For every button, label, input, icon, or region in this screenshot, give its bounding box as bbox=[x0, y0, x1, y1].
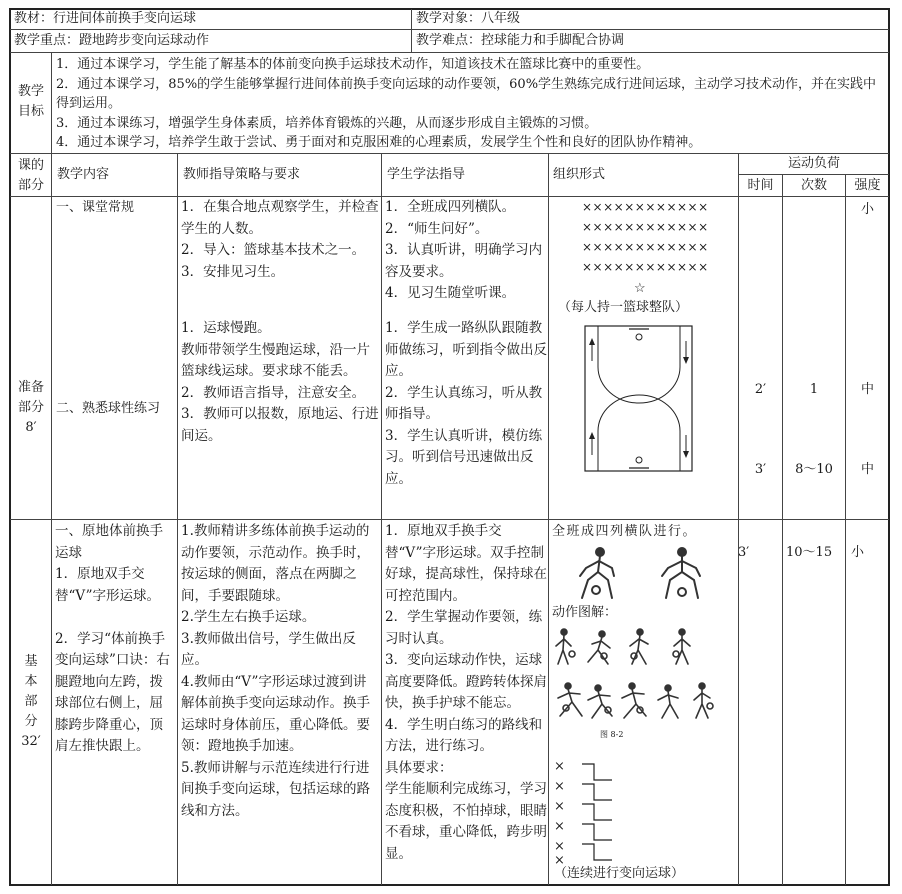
objectives-label-line: 目标 bbox=[17, 104, 44, 119]
action-illustration bbox=[552, 624, 718, 732]
teacher-star-icon: ☆ bbox=[634, 281, 646, 296]
figure-caption: 图 8-2 bbox=[600, 730, 624, 739]
row-divider bbox=[10, 52, 889, 53]
difficulty-value: 控球能力和手脚配合协调 bbox=[481, 33, 625, 48]
part-header bbox=[11, 156, 51, 196]
cross-icon: × bbox=[554, 779, 565, 794]
objective-item: 2．通过本课学习，85%的学生能够掌握行进间体前换手变向运球的动作要领，60%学生熟练完成行进间运球，主动学习技术动作，并在实践中得到运用。 bbox=[56, 76, 877, 111]
cross-icon: × bbox=[554, 759, 565, 774]
audience-cell bbox=[416, 10, 520, 29]
formation-row: ×××××××××××× bbox=[582, 240, 709, 254]
difficulty-label: 教学难点： bbox=[416, 33, 482, 48]
column-divider bbox=[548, 153, 549, 885]
key-point-label: 教学重点： bbox=[14, 33, 80, 48]
prep-part-line: 部分 bbox=[17, 400, 44, 415]
basic-part-line: 部 bbox=[24, 694, 38, 709]
prep-teacher-1: 1．在集合地点观察学生，并检查学生的人数。 2．导入：篮球基本技术之一。 3．安排见习生。 bbox=[181, 199, 379, 280]
objectives-list bbox=[56, 55, 888, 153]
key-point-cell bbox=[14, 32, 209, 51]
prep-intensity-3: 中 bbox=[860, 462, 874, 477]
prep-part-line: 8′ bbox=[25, 420, 37, 435]
organization-header: 组织形式 bbox=[553, 167, 606, 182]
prep-part-label bbox=[11, 378, 51, 438]
basic-part-label bbox=[11, 652, 51, 752]
time-header: 时间 bbox=[747, 178, 774, 193]
formation-row: ×××××××××××× bbox=[582, 260, 709, 274]
objective-item: 1．通过本课学习，学生能了解基本的体前变向换手运球技术动作，知道该技术在篮球比赛中的重要性。 bbox=[56, 57, 650, 72]
row-divider bbox=[10, 29, 889, 30]
prep-teacher-2: 1．运球慢跑。 教师带领学生慢跑运球，沿一片篮球线运球。要求球不能丢。 2．教师语言指导，注意安全。 3．教师可以报数，原地运、行进间运。 bbox=[181, 320, 379, 444]
prep-student-2: 1．学生成一路纵队跟随教师做练习，听到指令做出反应。 2．学生认真练习，听从教师指导。 3．学生认真听讲，模仿练习。听到信号迅速做出反应。 bbox=[385, 320, 547, 487]
route-note: （连续进行变向运球） bbox=[554, 866, 685, 881]
basic-content: 一、原地体前换手运球 1．原地双手交替“V”字形运球。 2．学习“体前换手变向运球”口诀：右腿蹬地向左跨，拨球部位右侧上，屈膝跨步降重心，顶肩左推快跟上。 bbox=[55, 523, 170, 754]
intensity-header: 强度 bbox=[854, 178, 881, 193]
prep-part-line: 准备 bbox=[17, 380, 44, 395]
zigzag-route-diagram bbox=[580, 760, 620, 864]
part-header-line: 课的 bbox=[17, 158, 44, 173]
basic-org-title: 全班成四列横队进行。 bbox=[552, 524, 698, 539]
material-label: 教材： bbox=[14, 11, 54, 26]
part-header-line: 部分 bbox=[17, 178, 44, 193]
load-header: 运动负荷 bbox=[787, 156, 840, 171]
basic-student: 1．原地双手换手交替“V”字形运球。双手控制好球，提高球性，保持球在可控范围内。 2．学生掌握动作要领，练习时认真。 3．变向运球动作快，运球高度要降低。蹬跨转体探肩快，换手护球不能忘。 4．学生明白练习的路线和方法，进行练习。 具体要求： 学生能顺利完成练习，学习态度积极，不怕掉球，眼睛不看球，重心降低，跨步明显。 bbox=[385, 523, 547, 862]
count-header: 次数 bbox=[800, 178, 827, 193]
basic-intensity: 小 bbox=[851, 545, 865, 560]
material-value: 行进间体前换手变向运球 bbox=[53, 11, 197, 26]
prep-content-ball: 二、熟悉球性练习 bbox=[56, 401, 161, 416]
column-divider bbox=[845, 174, 846, 885]
row-divider bbox=[10, 153, 889, 154]
prep-content-routine: 一、课堂常规 bbox=[56, 200, 135, 215]
column-divider bbox=[51, 52, 52, 885]
formation-row: ×××××××××××× bbox=[582, 200, 709, 214]
objectives-label bbox=[11, 82, 51, 122]
v-dribble-figures bbox=[572, 546, 722, 602]
prep-time-2: 2′ bbox=[754, 382, 767, 397]
objective-item: 4．通过本课学习，培养学生敢于尝试、勇于面对和克服困难的心理素质，发展学生个性和良好的团队协作精神。 bbox=[56, 135, 702, 150]
cross-icon: × bbox=[554, 799, 565, 814]
column-divider bbox=[381, 153, 382, 885]
basic-teacher: 1.教师精讲多练体前换手运动的动作要领，示范动作。换手时，按运球的侧面，落点在两脚之间，手要跟随球。 2.学生左右换手运球。 3.教师做出信号，学生做出反应。 4.教师由“V”字形运球过渡到讲解体前换手变向运球动作。换手运球时身体前压，重心降低。要领：蹬地换手加速。 5.教师讲解与示范连续进行行进间换手变向运球，包括运球的路线和方法。 bbox=[181, 523, 370, 819]
column-divider bbox=[782, 174, 783, 885]
basic-part-line: 基 bbox=[24, 654, 38, 669]
material-cell bbox=[14, 10, 196, 29]
objectives-label-line: 教学 bbox=[17, 84, 44, 99]
basic-time: 3′ bbox=[738, 545, 750, 560]
row-divider bbox=[739, 174, 889, 175]
prep-intensity-2: 中 bbox=[860, 382, 874, 397]
formation-row: ×××××××××××× bbox=[582, 220, 709, 234]
prep-time-3: 3′ bbox=[754, 462, 767, 477]
audience-label: 教学对象： bbox=[416, 11, 482, 26]
prep-student-1: 1．全班成四列横队。 2．“师生问好”。 3．认真听讲，明确学习内容及要求。 4．见习生随堂听课。 bbox=[385, 199, 543, 301]
prep-count-2: 1 bbox=[809, 382, 819, 397]
teacher-header: 教师指导策略与要求 bbox=[183, 167, 301, 182]
audience-value: 八年级 bbox=[481, 11, 521, 26]
key-point-value: 蹬地跨步变向运球动作 bbox=[79, 33, 210, 48]
basic-count: 10～15 bbox=[786, 545, 833, 560]
cross-icon: × bbox=[554, 819, 565, 834]
column-divider bbox=[411, 9, 412, 53]
objective-item: 3．通过本课练习，增强学生身体素质，培养体育锻炼的兴趣，从而逐步形成自主锻炼的习惯。 bbox=[56, 115, 598, 131]
student-header: 学生学法指导 bbox=[387, 167, 466, 182]
row-divider bbox=[10, 519, 889, 520]
basic-part-line: 本 bbox=[24, 674, 38, 689]
difficulty-cell bbox=[416, 32, 624, 51]
column-divider bbox=[738, 153, 739, 885]
basic-part-line: 分 bbox=[24, 714, 38, 729]
basic-part-line: 32′ bbox=[21, 734, 41, 749]
formation-note: （每人持一篮球整队） bbox=[558, 300, 689, 315]
content-header: 教学内容 bbox=[57, 167, 110, 182]
prep-intensity-1: 小 bbox=[860, 202, 874, 217]
half-court-diagram bbox=[584, 325, 694, 473]
column-divider bbox=[177, 153, 178, 885]
cross-icon: × bbox=[554, 839, 565, 854]
prep-count-3: 8～10 bbox=[795, 462, 833, 477]
cross-icon: × bbox=[554, 853, 565, 868]
diagram-label: 动作图解： bbox=[552, 605, 618, 620]
